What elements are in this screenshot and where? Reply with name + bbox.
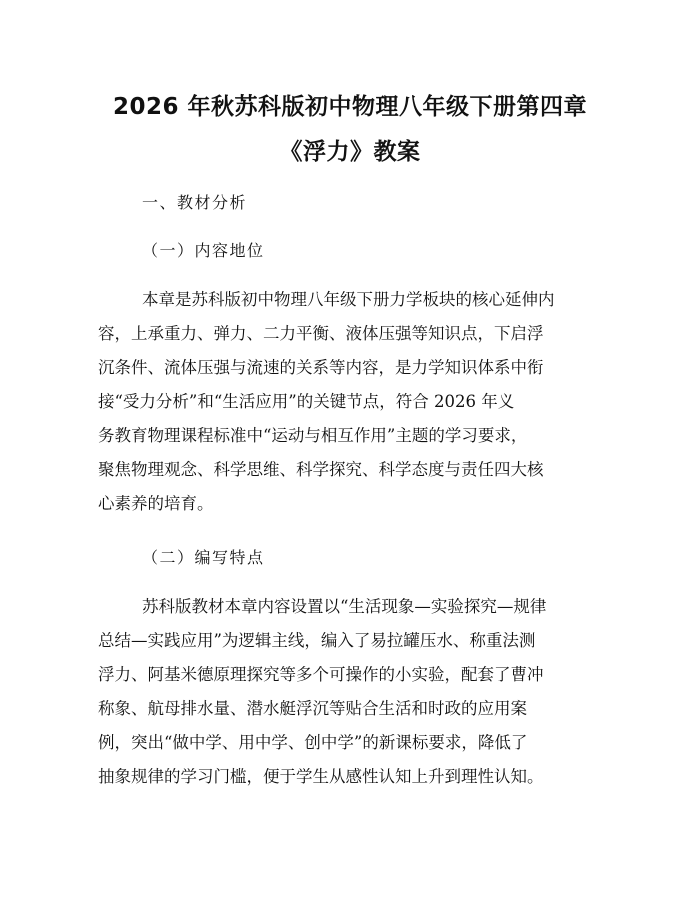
paragraph-line: 抽象规律的学习门槛，便于学生从感性认知上升到理性认知。	[98, 767, 544, 786]
paragraph-line: 苏科版教材本章内容设置以“生活现象—实验探究—规律	[142, 597, 547, 616]
document-title-line-2: 《浮力》教案	[279, 139, 421, 165]
subsection-heading-content-position: （一）内容地位	[142, 241, 265, 260]
paragraph-line: 容，上承重力、弹力、二力平衡、液体压强等知识点，下启浮	[98, 324, 544, 343]
section-heading-teaching-material-analysis: 一、教材分析	[142, 193, 248, 212]
paragraph-line: 聚焦物理观念、科学思维、科学探究、科学态度与责任四大核	[98, 460, 544, 479]
document-title-line-1: 2026 年秋苏科版初中物理八年级下册第四章	[112, 94, 588, 120]
paragraph-line: 沉条件、流体压强与流速的关系等内容，是力学知识体系中衔	[98, 358, 544, 377]
paragraph-line: 本章是苏科版初中物理八年级下册力学板块的核心延伸内	[142, 290, 555, 309]
paragraph-line: 总结—实践应用”为逻辑主线，编入了易拉罐压水、称重法测	[98, 631, 536, 650]
paragraph-line: 例，突出“做中学、用中学、创中学”的新课标要求，降低了	[98, 733, 528, 752]
paragraph-line: 浮力、阿基米德原理探究等多个可操作的小实验，配套了曹冲	[98, 665, 544, 684]
paragraph-line: 心素养的培育。	[98, 494, 214, 513]
paragraph-line: 称象、航母排水量、潜水艇浮沉等贴合生活和时政的应用案	[98, 699, 527, 718]
subsection-heading-writing-features: （二）编写特点	[142, 548, 265, 567]
paragraph-line: 务教育物理课程标准中“运动与相互作用”主题的学习要求，	[98, 426, 528, 445]
paragraph-line: 接“受力分析”和“生活应用”的关键节点，符合 2026 年义	[98, 392, 515, 411]
